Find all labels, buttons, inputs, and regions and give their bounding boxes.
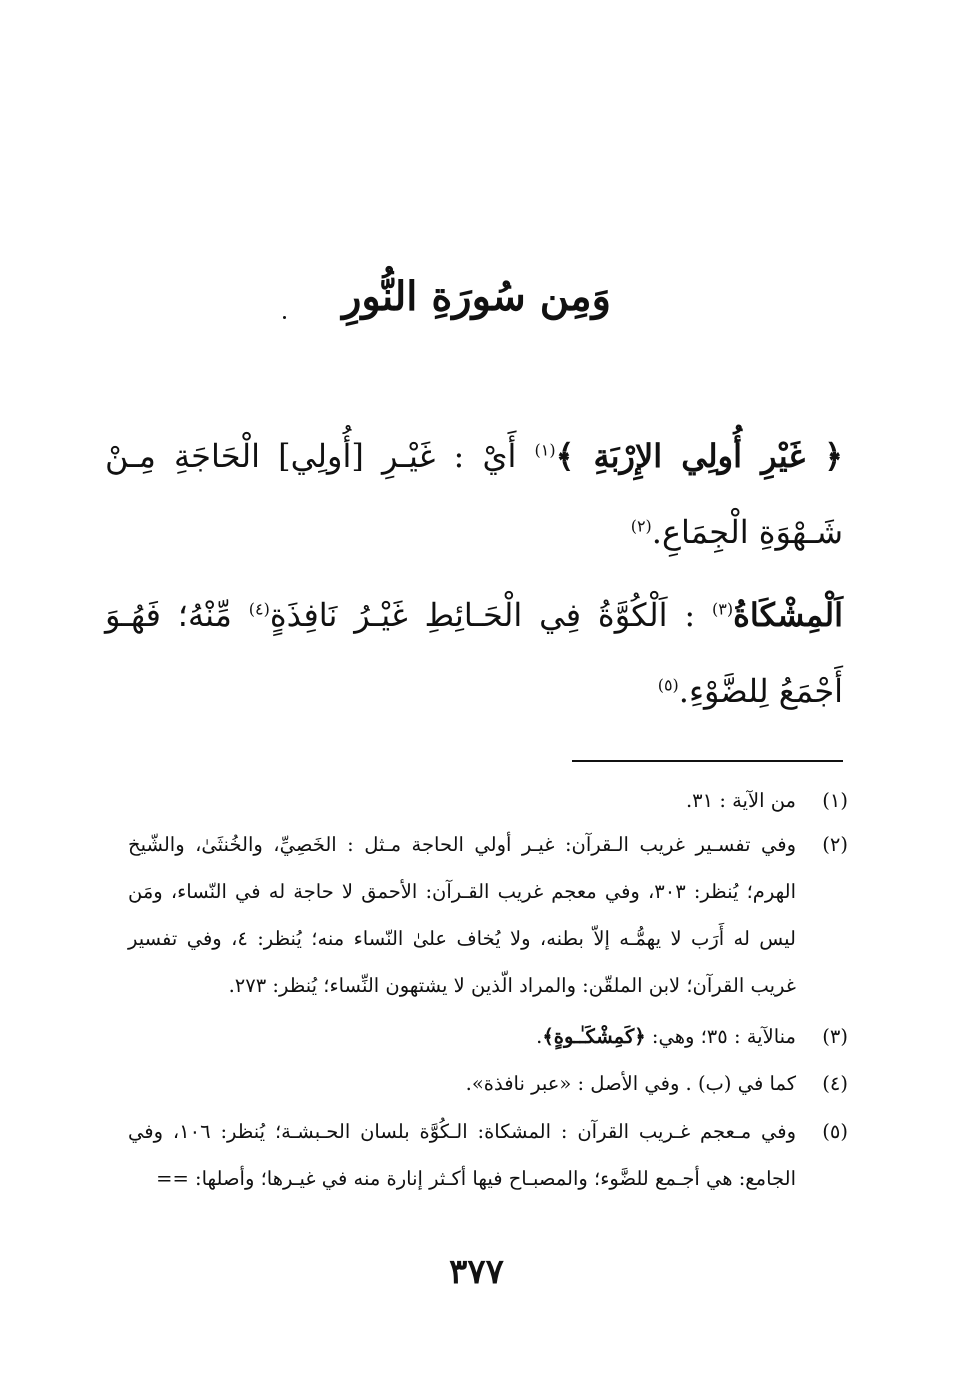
footnote-5 (128, 1108, 848, 1202)
footnote-number: (٥) (822, 1120, 848, 1143)
footnote-ref-4: (٤) (248, 599, 270, 619)
quran-quote: ﴿ غَيْرِ أُولِي الإِرْبَةِ ﴾ (555, 437, 843, 475)
footnote-ref-5: (٥) (657, 675, 679, 695)
ink-dot (283, 316, 286, 319)
footnote-ref-2: (٢) (630, 516, 652, 536)
footnote-ref-1: (١) (534, 440, 556, 460)
quran-quote: ﴿كَمِشْكَـٰـوةٍ﴾ (542, 1025, 646, 1048)
footnote-ref-3: (٣) (712, 599, 734, 619)
footnote-number: (٤) (822, 1072, 848, 1095)
footnote-text-end: . (536, 1025, 543, 1048)
footnote-2 (128, 821, 848, 1009)
footnote-number: (٢) (822, 833, 848, 856)
footnote-text: كما في (ب) . وفي الأصل : «عبر نافذة». (465, 1072, 796, 1095)
footnote-text: من الآية : ٣١. (685, 789, 796, 812)
gloss-entry-2 (105, 577, 843, 729)
footnote-number: (١) (822, 789, 848, 812)
footnote-text: وفي تفسـير غريب الـقرآن: غيـر أولي الحاجة مـثل : الخَصِيِّ، والخُنثَىٰ، والشّيخ الهرم؛ يُنظر: ٣٠٣، وفي معجم غريب القـرآن: الأحمق لا حاجة له في النّساء، ومَن ليس له أَرَب لا يهمُّـه إلاّ بطنه، ولا يُخاف علىٰ النّساء منه؛ يُنظر: ٤، وفي تفسير غريب القرآن؛ لابن الملقّن: والمراد الّذين لا يشتهون النِّساء؛ يُنظر: ٢٧٣. (128, 833, 796, 997)
footnote-1 (128, 777, 848, 824)
gloss-term: اَلْمِشْكَاةُ (733, 596, 844, 634)
footnote-separator (572, 760, 843, 762)
footnote-text-lead: منالآية : ٣٥؛ وهي: (645, 1025, 796, 1048)
gloss-text: أَيْ : غَيْـرِ [أُولِي] الْحَاجَةِ مِـنْ شَـهْوَةِ الْجِمَاعِ. (105, 437, 843, 551)
footnote-text: وفي مـعجم غـريب القرآن : المشكاة: الـكُوَّة بلسان الحـبشـة؛ يُنظر: ١٠٦، وفي الجامع: هي أجـمع للضَّوء؛ والمصبـاح فيها أكـثر إنارة منه في غيـرها؛ وأصلها: == (128, 1120, 797, 1190)
page-number: ٣٧٧ (449, 1252, 504, 1292)
gloss-entry-1 (105, 418, 843, 570)
footnote-3 (128, 1013, 848, 1060)
footnote-number: (٣) (822, 1025, 848, 1048)
surah-heading: وَمِن سُورَةِ النُّورِ (342, 273, 611, 320)
gloss-text: : اَلْكُوَّةُ فِي الْحَـائِطِ غَيْـرُ نَافِذَةٍ (269, 596, 713, 634)
footnote-4 (128, 1060, 848, 1107)
gloss-text-continued: مِّنْهُ؛ فَهُـوَ أَجْمَعُ لِلضَّوْءِ. (105, 596, 843, 710)
footnote-text (128, 1013, 796, 1060)
